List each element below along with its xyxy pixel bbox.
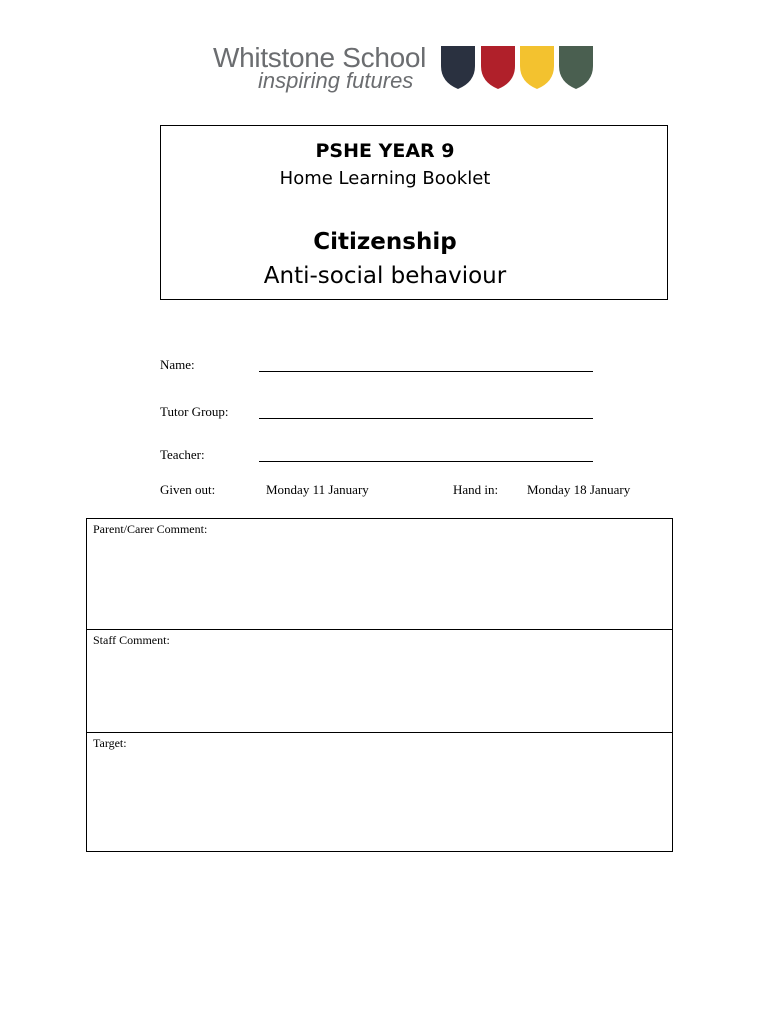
- shield-icon: [520, 46, 554, 89]
- name-field[interactable]: [259, 371, 593, 372]
- subject-title: Citizenship: [313, 229, 457, 255]
- teacher-label: Teacher:: [160, 447, 205, 462]
- parent-comment-box[interactable]: [87, 519, 672, 630]
- hand-in-label: Hand in:: [453, 482, 499, 497]
- given-out-label: Given out:: [160, 482, 216, 497]
- tutor-group-field[interactable]: [259, 418, 593, 419]
- hand-in-value: Monday 18 January: [527, 482, 631, 497]
- shield-icon: [441, 46, 475, 89]
- school-name: Whitstone School: [213, 42, 427, 73]
- parent-comment-label: Parent/Carer Comment:: [93, 522, 208, 536]
- staff-comment-box[interactable]: [87, 630, 672, 733]
- teacher-field[interactable]: [259, 461, 593, 462]
- staff-comment-label: Staff Comment:: [93, 633, 170, 647]
- name-label: Name:: [160, 357, 195, 372]
- shield-icon: [559, 46, 593, 89]
- course-title: PSHE YEAR 9: [315, 140, 455, 162]
- booklet-title: Home Learning Booklet: [279, 168, 491, 189]
- shield-icons: [440, 44, 596, 90]
- topic-title: Anti-social behaviour: [263, 263, 507, 289]
- tutor-group-label: Tutor Group:: [160, 404, 229, 419]
- given-out-value: Monday 11 January: [266, 482, 369, 497]
- school-tagline: inspiring futures: [258, 68, 414, 93]
- target-label: Target:: [93, 736, 127, 750]
- comment-table: [86, 518, 673, 852]
- shield-icon: [481, 46, 515, 89]
- target-box[interactable]: [87, 733, 672, 851]
